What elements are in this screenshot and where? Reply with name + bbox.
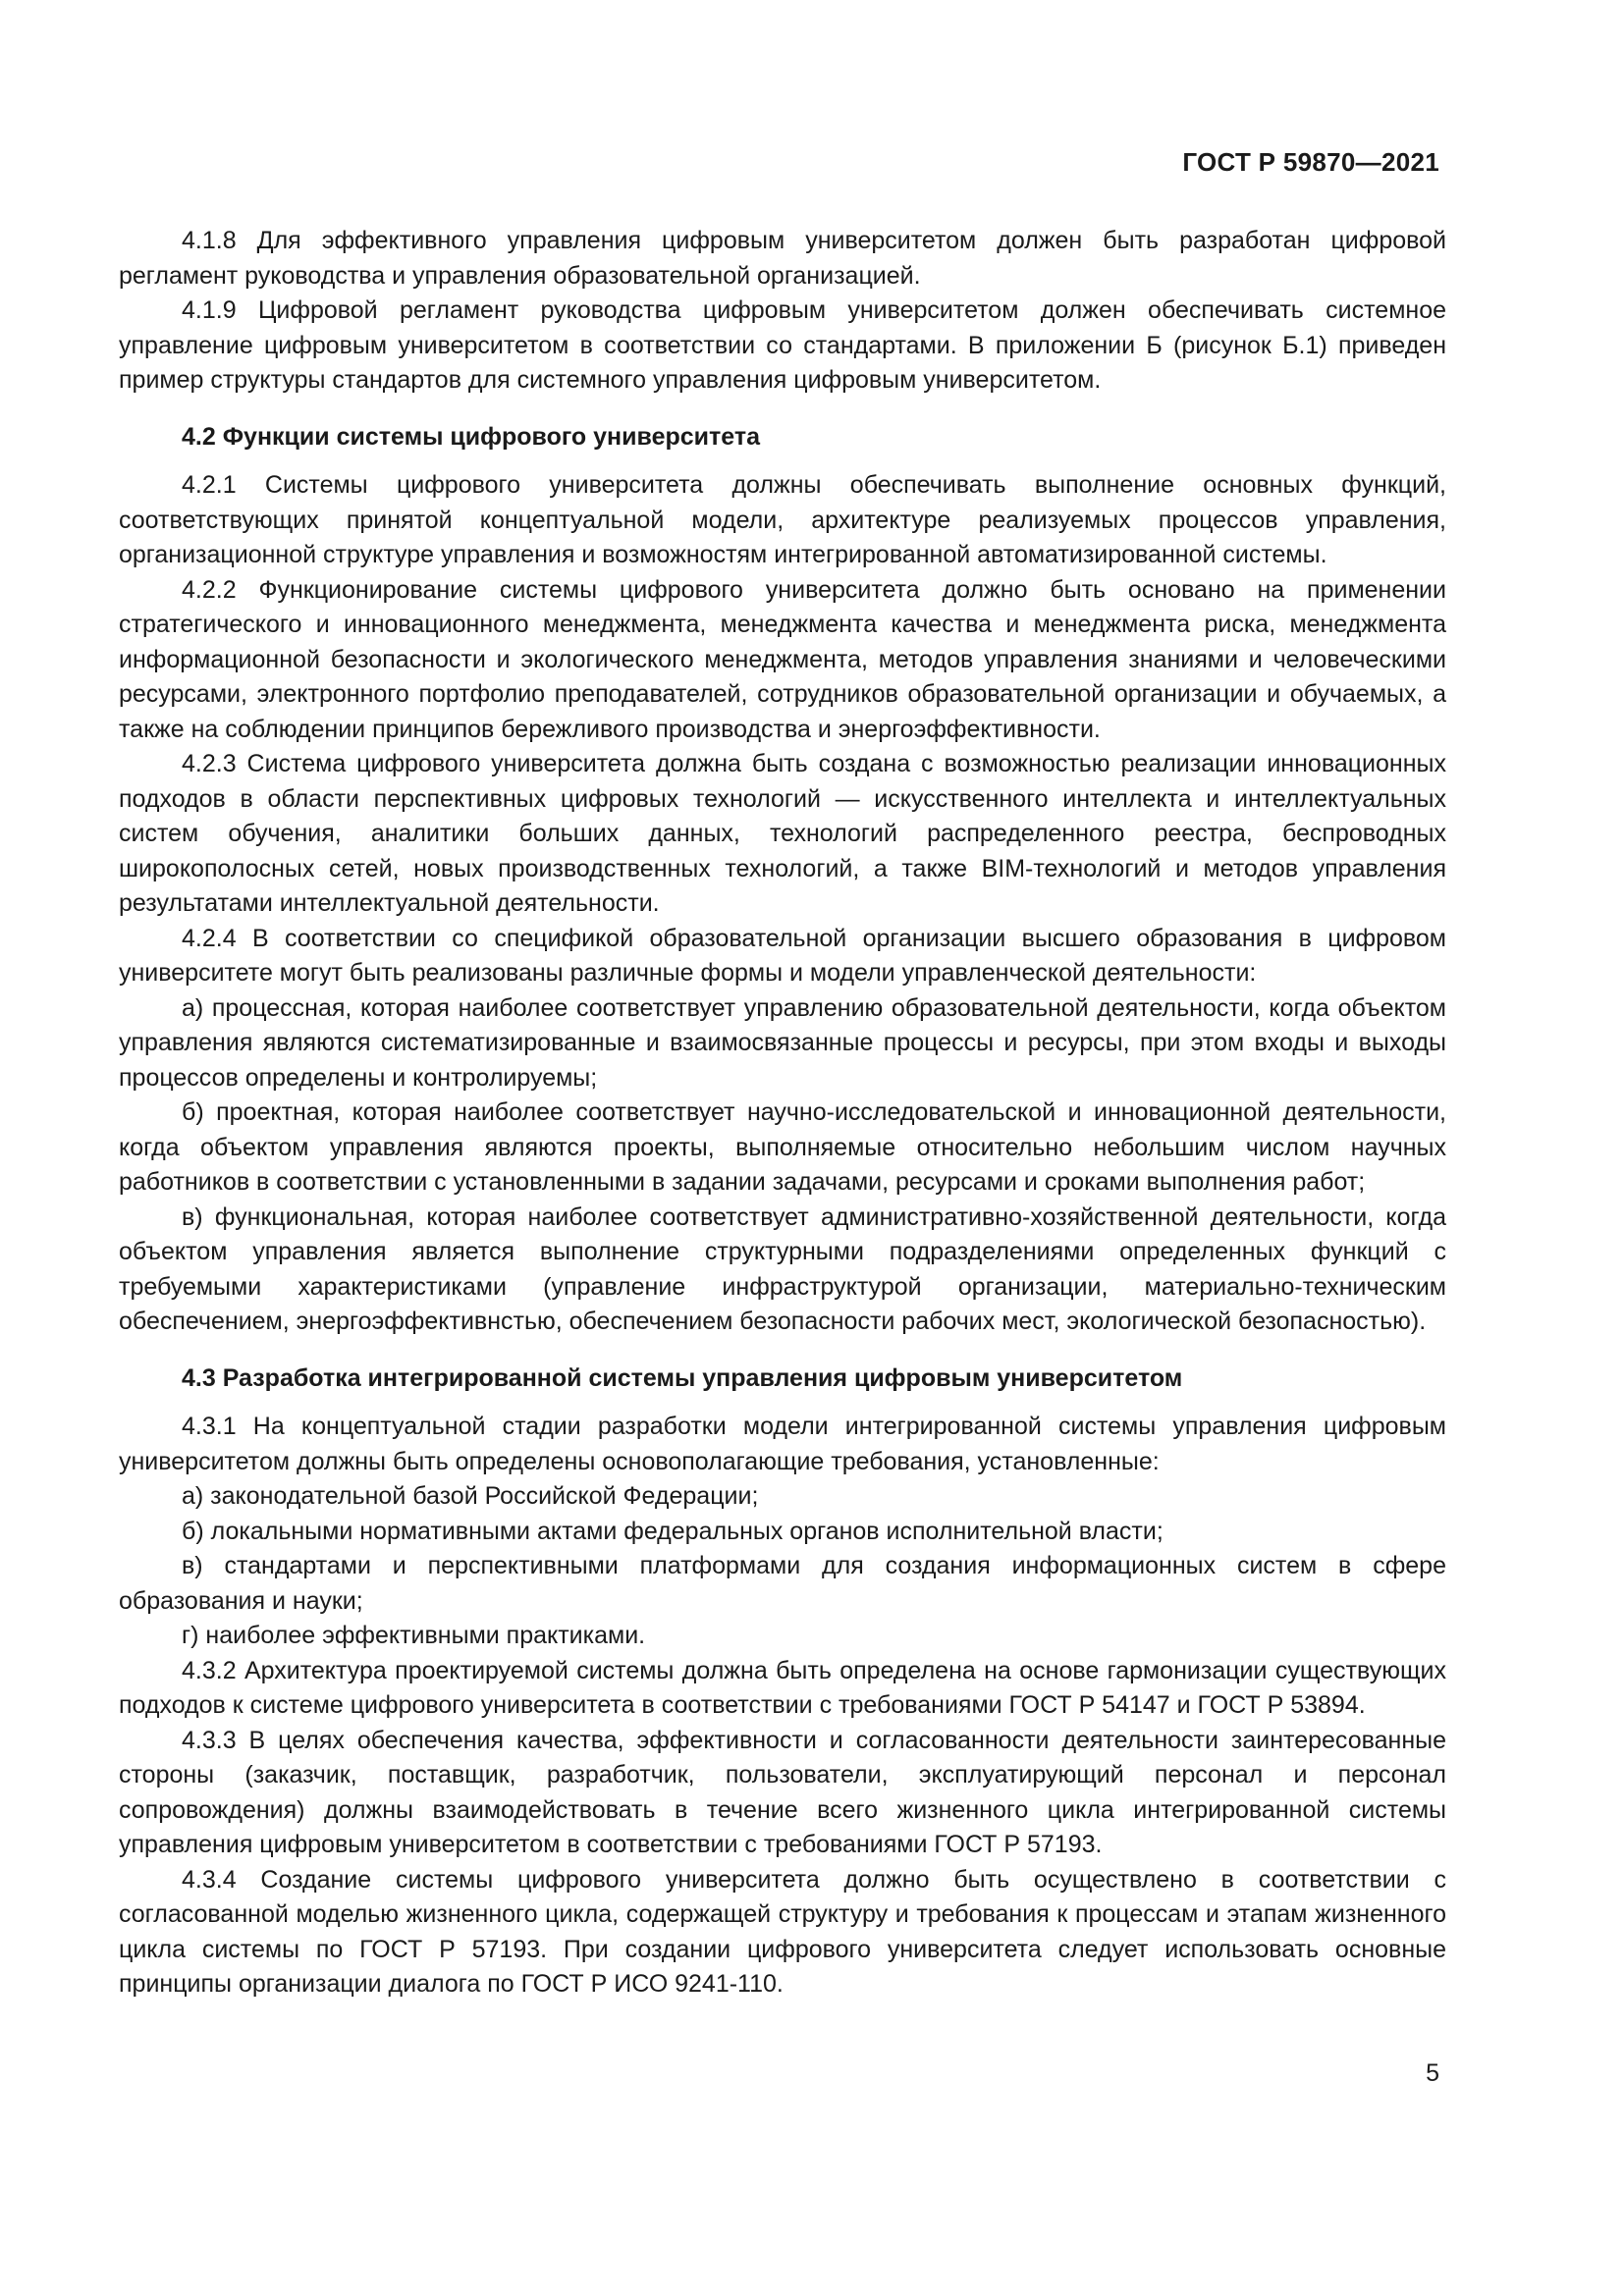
list-item-4-2-4-a: а) процессная, которая наиболее соответствует управлению образовательной деятельности, когда объектом управления являются систематизированные и взаимосвязанные процессы и ресурсы, при этом входы и выходы процессов определены и контролируемы; xyxy=(119,993,1446,1092)
paragraph-4-2-1: 4.2.1 Системы цифрового университета должны обеспечивать выполнение основных функций, соответствующих принятой концептуальной модели, архитектуре реализуемых процессов управления, организационной структуре управления и возможностям интегрированной автоматизированной системы. xyxy=(119,471,1446,568)
section-heading-4-3: 4.3 Разработка интегрированной системы управления цифровым университетом xyxy=(182,1363,1183,1392)
page-number: 5 xyxy=(1426,2059,1439,2087)
list-item-4-2-4-b: б) проектная, которая наиболее соответствует научно-исследовательской и инновационной деятельности, когда объектом управления являются проекты, выполняемые относительно небольшим числом научных работников в соответствии с установленными в задании задачами, ресурсами и сроками выполнения работ; xyxy=(119,1098,1446,1196)
list-item-4-3-1-c: в) стандартами и перспективными платформами для создания информационных систем в сфере образования и науки; xyxy=(119,1552,1446,1615)
paragraph-4-3-4: 4.3.4 Создание системы цифрового университета должно быть осуществлено в соответствии с согласованной моделью жизненного цикла, содержащей структуру и требования к процессам и этапам жизненного цикла системы по ГОСТ Р 57193. При создании цифрового университета следует использовать основные принципы организации диалога по ГОСТ Р ИСО 9241-110. xyxy=(119,1865,1446,1998)
paragraph-4-1-9: 4.1.9 Цифровой регламент руководства цифровым университетом должен обеспечивать системное управление цифровым университетом в соответствии со стандартами. В приложении Б (рисунок Б.1) приведен пример структуры стандартов для системного управления цифровым университетом. xyxy=(119,296,1446,394)
paragraph-4-2-4: 4.2.4 В соответствии со спецификой образовательной организации высшего образования в цифровом университете могут быть реализованы различные формы и модели управленческой деятельности: xyxy=(119,924,1446,987)
list-item-4-2-4-c: в) функциональная, которая наиболее соответствует административно-хозяйственной деятельности, когда объектом управления является выполнение структурными подразделениями определенных функций с требуемыми характеристиками (управление инфраструктурой организации, материально-техническим обеспечением, энергоэффективнстью, обеспечением безопасности рабочих мест, экологической безопасностью). xyxy=(119,1202,1446,1335)
paragraph-4-2-3: 4.2.3 Система цифрового университета должна быть создана с возможностью реализации инновационных подходов в области перспективных цифровых технологий — искусственного интеллекта и интеллектуальных систем обучения, аналитики больших данных, технологий распределенного реестра, беспроводных широкополосных сетей, новых производственных технологий, а также BIM-технологий и методов управления результатами интеллектуальной деятельности. xyxy=(119,750,1446,917)
paragraph-4-1-8: 4.1.8 Для эффективного управления цифровым университетом должен быть разработан цифровой регламент руководства и управления образовательной организацией. xyxy=(119,227,1446,290)
list-item-4-3-1-d: г) наиболее эффективными практиками. xyxy=(182,1622,646,1649)
paragraph-4-3-3: 4.3.3 В целях обеспечения качества, эффективности и согласованности деятельности заинтересованные стороны (заказчик, поставщик, разработчик, пользователи, эксплуатирующий персонал и персонал сопровождения) должны взаимодействовать в течение всего жизненного цикла интегрированной системы управления цифровым университетом в соответствии с требованиями ГОСТ Р 57193. xyxy=(119,1726,1446,1858)
list-item-4-3-1-b: б) локальными нормативными актами федеральных органов исполнительной власти; xyxy=(182,1517,1164,1545)
paragraph-4-3-1: 4.3.1 На концептуальной стадии разработки модели интегрированной системы управления цифровым университетом должны быть определены основополагающие требования, установленные: xyxy=(119,1413,1446,1475)
document-id-header: ГОСТ Р 59870—2021 xyxy=(1182,147,1439,177)
section-heading-4-2: 4.2 Функции системы цифрового университета xyxy=(182,422,760,451)
paragraph-4-2-2: 4.2.2 Функционирование системы цифрового университета должно быть основано на применении стратегического и инновационного менеджмента, менеджмента качества и менеджмента риска, менеджмента информационной безопасности и экологического менеджмента, методов управления знаниями и человеческими ресурсами, электронного портфолио преподавателей, сотрудников образовательной организации и обучаемых, а также на соблюдении принципов бережливого производства и энергоэффективности. xyxy=(119,575,1446,743)
list-item-4-3-1-a: а) законодательной базой Российской Федерации; xyxy=(182,1482,759,1510)
document-body xyxy=(119,224,1446,2002)
paragraph-4-3-2: 4.3.2 Архитектура проектируемой системы должна быть определена на основе гармонизации существующих подходов к системе цифрового университета в соответствии с требованиями ГОСТ Р 54147 и ГОСТ Р 53894. xyxy=(119,1656,1446,1719)
